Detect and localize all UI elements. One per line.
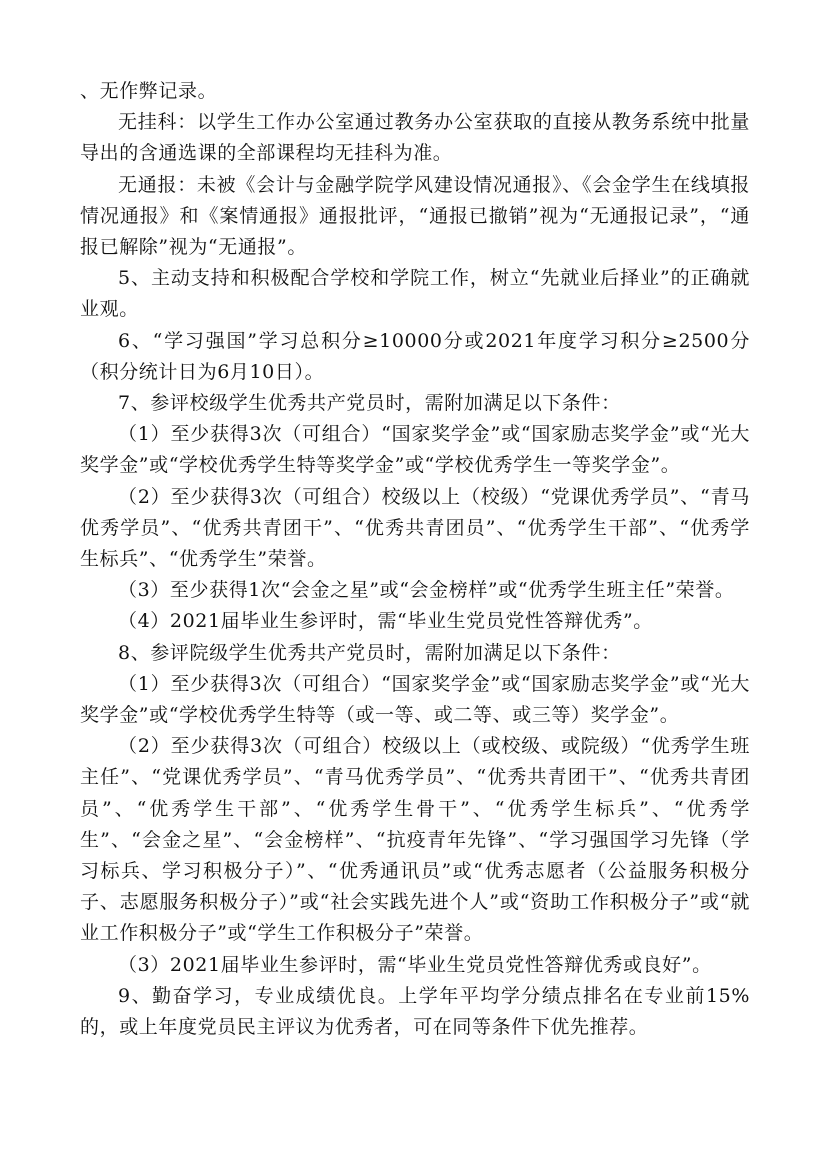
paragraph-no-notice: 无通报：未被《会计与金融学院学风建设情况通报》、《会金学生在线填报情况通报》和《案情通报》通报批评，“通报已撤销”视为“无通报记录”，“通报已解除”视为“无通报”。 xyxy=(80,173,750,259)
paragraph-continuation: 、无作弊记录。 xyxy=(80,80,218,102)
paragraph-item-8-3: （3）2021届毕业生参评时，需“毕业生党员党性答辩优秀或良好”。 xyxy=(118,953,712,976)
paragraph-item-8-1: （1）至少获得3次（可组合）“国家奖学金”或“国家励志奖学金”或“光大奖学金”或“学校优秀学生特等（或一等、或二等、或三等）奖学金”。 xyxy=(80,672,750,727)
paragraph-item-6: 6、“学习强国”学习总积分≥10000分或2021年度学习积分≥2500分（积分统计日为6月10日）。 xyxy=(80,329,750,383)
paragraph-item-8-2: （2）至少获得3次（可组合）校级以上（或校级、或院级）“优秀学生班主任”、“党课优秀学员”、“青马优秀学员”、“优秀共青团干”、“优秀共青团员”、“优秀学生干部”、“优秀学生骨干”、“优秀学生标兵”、“优秀学生”、“会金之星”、“会金榜样”、“抗疫青年先锋”、“学习强国学习先锋（学习标兵、学习积极分子）”、“优秀通讯员”或“优秀志愿者（公益服务积极分子、志愿服务积极分子）”或“社会实践先进个人”或“资助工作积极分子”或“就业工作积极分子”或“学生工作积极分子”荣誉。 xyxy=(80,735,750,945)
paragraph-item-9: 9、勤奋学习，专业成绩优良。上学年平均学分绩点排名在专业前15%的，或上年度党员民主评议为优秀者，可在同等条件下优先推荐。 xyxy=(80,984,750,1039)
paragraph-item-8: 8、参评院级学生优秀共产党员时，需附加满足以下条件： xyxy=(118,641,621,664)
paragraph-item-5: 5、主动支持和积极配合学校和学院工作，树立“先就业后择业”的正确就业观。 xyxy=(80,267,750,321)
document-body xyxy=(80,76,750,1043)
paragraph-item-7-2: （2）至少获得3次（可组合）校级以上（校级）“党课优秀学员”、“青马优秀学员”、“优秀共青团干”、“优秀共青团员”、“优秀学生干部”、“优秀学生标兵”、“优秀学生”荣誉。 xyxy=(80,485,750,571)
paragraph-item-7: 7、参评校级学生优秀共产党员时，需附加满足以下条件： xyxy=(118,392,621,415)
paragraph-item-7-1: （1）至少获得3次（可组合）“国家奖学金”或“国家励志奖学金”或“光大奖学金”或“学校优秀学生特等奖学金”或“学校优秀学生一等奖学金”。 xyxy=(80,423,750,477)
paragraph-item-7-3: （3）至少获得1次“会金之星”或“会金榜样”或“优秀学生班主任”荣誉。 xyxy=(118,579,735,602)
paragraph-item-7-4: （4）2021届毕业生参评时，需“毕业生党员党性答辩优秀”。 xyxy=(118,610,653,633)
paragraph-no-failed-courses: 无挂科：以学生工作办公室通过教务办公室获取的直接从教务系统中批量导出的含通选课的全部课程均无挂科为准。 xyxy=(80,111,750,165)
